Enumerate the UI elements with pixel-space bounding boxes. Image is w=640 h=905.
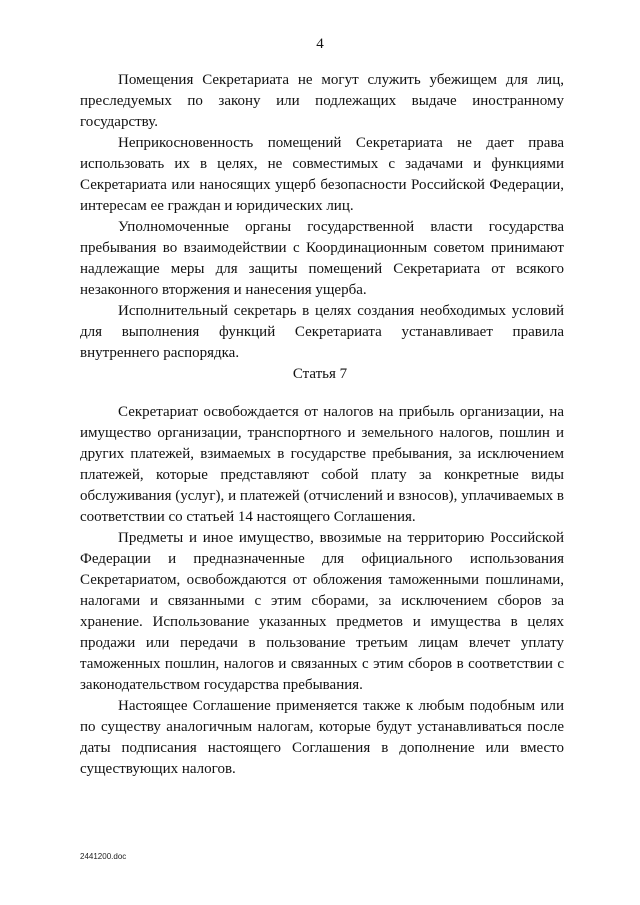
paragraph: Неприкосновенность помещений Секретариата не дает права использовать их в целях, не совместимых с задачами и функциями Секретариата или наносящих ущерб безопасности Российской Федерации, интересам ее граждан и юридических лиц. bbox=[80, 135, 564, 214]
page-number: 4 bbox=[316, 36, 324, 52]
paragraph: Помещения Секретариата не могут служить убежищем для лиц, преследуемых по закону или подлежащих выдаче иностранному государству. bbox=[80, 72, 564, 130]
article-heading: Статья 7 bbox=[292, 366, 348, 382]
text-block-top bbox=[80, 70, 564, 364]
paragraph: Секретариат освобождается от налогов на прибыль организации, на имущество организации, транспортного и земельного налогов, пошлин и других платежей, взимаемых в государстве пребывания, за исключением платежей, которые представляют собой плату за конкретные виды обслуживания (услуг), и платежей (отчислений и взносов), уплачиваемых в соответствии со статьей 14 настоящего Соглашения. bbox=[80, 404, 564, 525]
paragraph: Предметы и иное имущество, ввозимые на территорию Российской Федерации и предназначенные для официального использования Секретариатом, освобождаются от обложения таможенными пошлинами, налогами и связанными с этим сборами, за исключением сборов за хранение. Использование указанных предметов и имущества в целях продажи или передачи в пользование третьим лицам влечет уплату таможенных пошлин, налогов и связанных с этим сборов в соответствии с законодательством государства пребывания. bbox=[80, 530, 564, 693]
footer-file-name: 2441200.doc bbox=[80, 852, 127, 861]
paragraph: Уполномоченные органы государственной власти государства пребывания во взаимодействии с Координационным советом принимают надлежащие меры для защиты помещений Секретариата от всякого незаконного вторжения и нанесения ущерба. bbox=[80, 219, 564, 298]
paragraph: Настоящее Соглашение применяется также к любым подобным или по существу аналогичным налогам, которые будут устанавливаться после даты подписания настоящего Соглашения в дополнение или вместо существующих налогов. bbox=[80, 698, 564, 777]
text-block-bottom bbox=[80, 402, 564, 780]
paragraph: Исполнительный секретарь в целях создания необходимых условий для выполнения функций Секретариата устанавливает правила внутреннего распорядка. bbox=[80, 303, 564, 361]
